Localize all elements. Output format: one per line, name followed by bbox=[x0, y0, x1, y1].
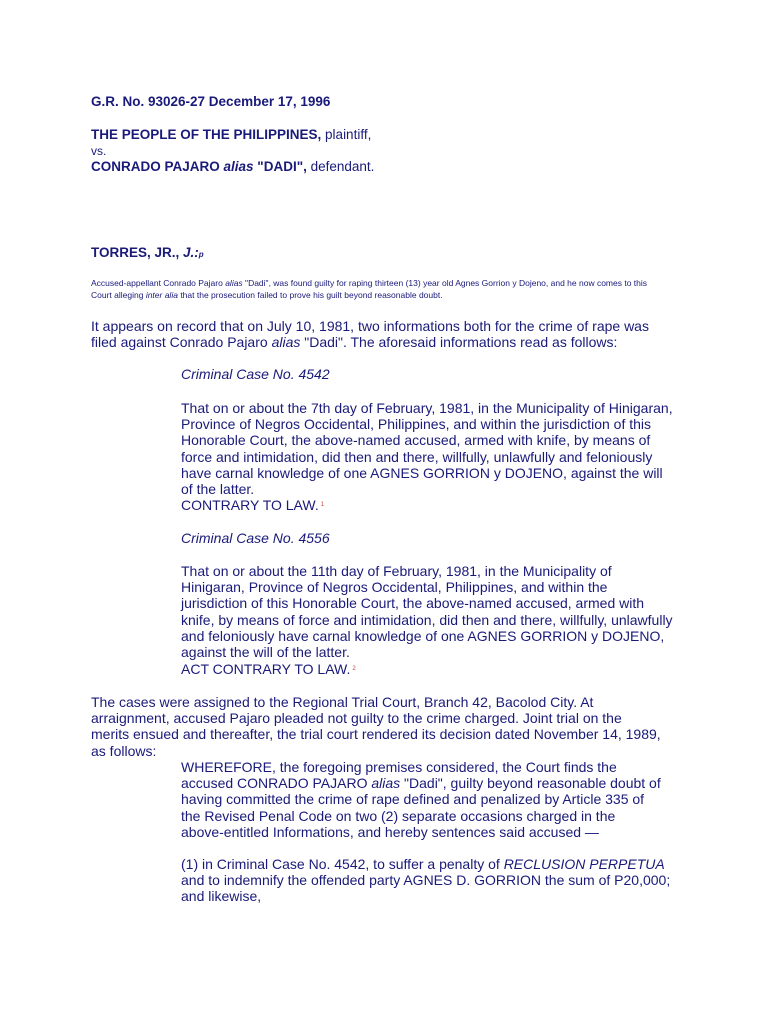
sentence-1 bbox=[181, 856, 671, 905]
summary-text-2: "Dadi", was found guilty for raping thirteen (13) year old Agnes Gorrion y Dojeno, and he now comes to this Court alleging bbox=[91, 278, 648, 300]
defendant-role: defendant. bbox=[306, 159, 375, 174]
decision-alias: alias bbox=[371, 775, 401, 792]
sentence-1-penalty: RECLUSION PERPETUA bbox=[503, 856, 665, 872]
ponente-mark: p bbox=[198, 250, 204, 259]
case-1-closing bbox=[181, 497, 324, 513]
para1-text: It appears on record that on July 10, 1981, two informations both for the crime of rape was filed against Conrado Pajaro bbox=[91, 318, 649, 351]
footnote-2-link[interactable]: 2 bbox=[352, 666, 356, 672]
sentence-1-text: (1) in Criminal Case No. 4542, to suffer a penalty of bbox=[181, 856, 504, 872]
summary-paragraph bbox=[91, 277, 666, 301]
defendant-alias: alias bbox=[223, 159, 254, 174]
case-2-title: Criminal Case No. 4556 bbox=[181, 530, 330, 546]
summary-text-3: that the prosecution failed to prove his guilt beyond reasonable doubt. bbox=[177, 290, 443, 300]
case-1-title: Criminal Case No. 4542 bbox=[181, 366, 330, 382]
plaintiff-name: THE PEOPLE OF THE PHILIPPINES, bbox=[91, 127, 322, 142]
sentence-1-text-2: and to indemnify the offended party AGNES D. GORRION the sum of P20,000; and likewise, bbox=[181, 872, 671, 905]
plaintiff-role: plaintiff, bbox=[321, 127, 372, 142]
ponente-name: TORRES, JR., bbox=[91, 245, 184, 260]
decision-paragraph bbox=[181, 759, 661, 840]
paragraph-1 bbox=[91, 318, 661, 350]
summary-alias: alias bbox=[225, 278, 243, 288]
summary-text: Accused-appellant Conrado Pajaro bbox=[91, 278, 226, 288]
case-1-body: That on or about the 7th day of February, 1981, in the Municipality of Hinigaran, Province of Negros Occidental, Philippines, and within the jurisdiction of this Honorable Court, the above-named accused, armed with knife, by means of force and intimidation, did then and there, willfully, unlawfully and feloniously have carnal knowledge of one AGNES GORRION y DOJENO, against the will of the latter. bbox=[181, 400, 673, 498]
case-2-closing-text: ACT CONTRARY TO LAW. bbox=[181, 661, 351, 677]
defendant-line bbox=[91, 158, 374, 175]
decision-text-2: "Dadi", guilty beyond reasonable doubt of having committed the crime of rape defined and penalized by Article 335 of the Revised Penal Code on two (2) separate occasions charged in the above-entitled Informations, and hereby sentences said accused — bbox=[181, 775, 661, 840]
plaintiff-line bbox=[91, 126, 371, 143]
versus: vs. bbox=[91, 144, 107, 158]
summary-inter-alia: inter alia bbox=[145, 290, 178, 300]
case-1-closing-text: CONTRARY TO LAW. bbox=[181, 497, 319, 513]
defendant-name: CONRADO PAJARO bbox=[91, 159, 224, 174]
ponente-title: J.: bbox=[183, 245, 199, 260]
para1-alias: alias bbox=[271, 334, 301, 351]
case-number: G.R. No. 93026-27 December 17, 1996 bbox=[91, 94, 331, 109]
case-2-body: That on or about the 11th day of February, 1981, in the Municipality of Hinigaran, Province of Negros Occidental, Philippines, and within the jurisdiction of this Honorable Court, the above-named accused, armed with knife, by means of force and intimidation, did then and there, willfully, unlawfully and feloniously have carnal knowledge of one AGNES GORRION y DOJENO, against the will of the latter. bbox=[181, 563, 673, 661]
footnote-1-link[interactable]: 1 bbox=[320, 502, 325, 508]
ponente bbox=[91, 244, 204, 263]
para1-text-2: "Dadi". The aforesaid informations read as follows: bbox=[300, 334, 618, 351]
defendant-nickname: "DADI", bbox=[253, 159, 307, 174]
decision-text: WHEREFORE, the foregoing premises considered, the Court finds the accused CONRADO PAJARO bbox=[181, 759, 617, 792]
case-2-closing bbox=[181, 661, 356, 677]
paragraph-2: The cases were assigned to the Regional Trial Court, Branch 42, Bacolod City. At arraignment, accused Pajaro pleaded not guilty to the crime charged. Joint trial on the merits ensued and thereafter, the trial court rendered its decision dated November 14, 1989, as follows: bbox=[91, 694, 661, 759]
